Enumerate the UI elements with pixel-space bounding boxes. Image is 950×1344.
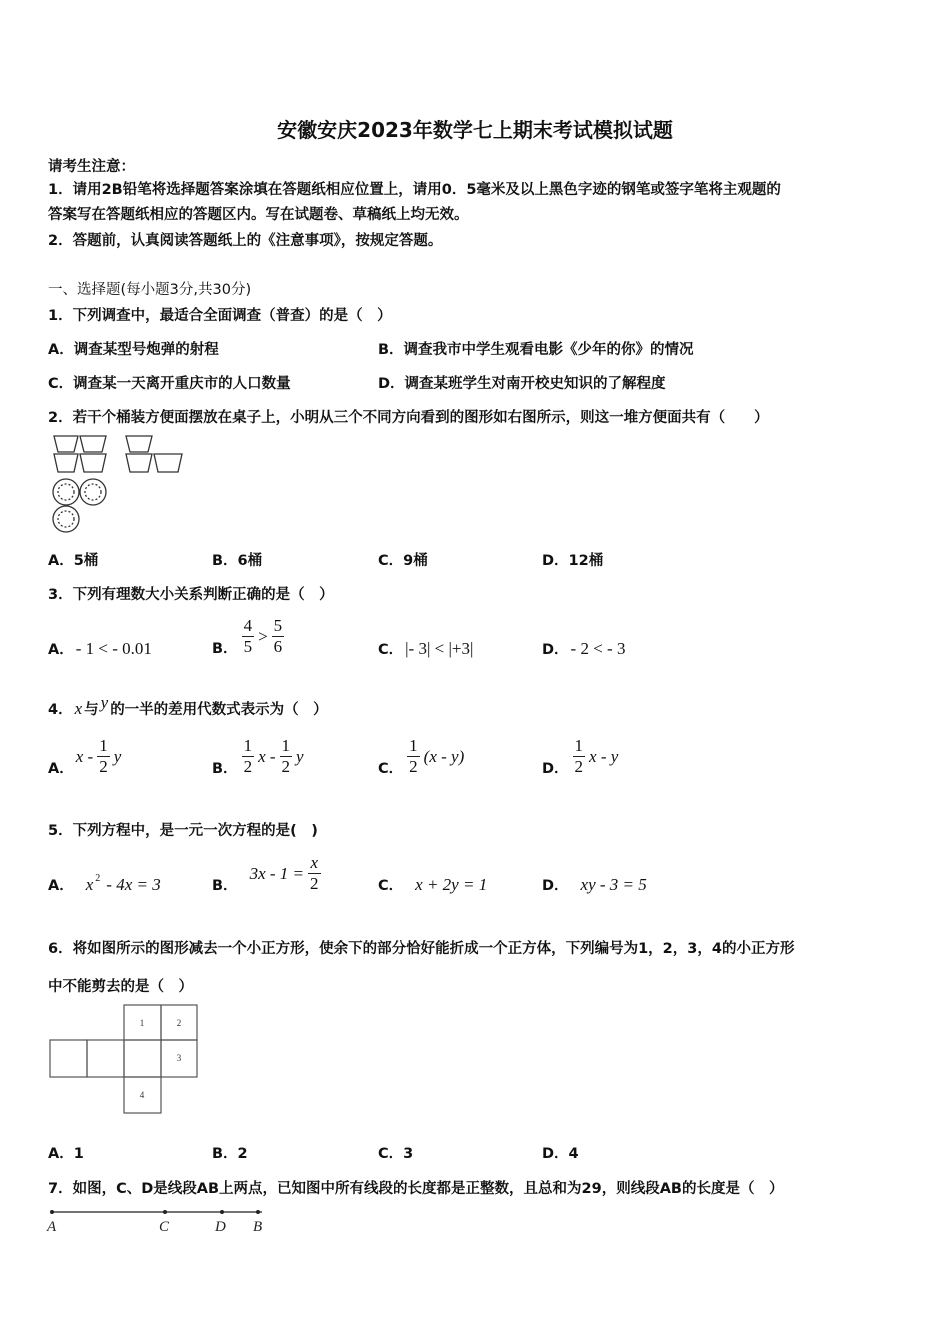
q1-option-d: D．调查某班学生对南开校史知识的了解程度 — [378, 376, 666, 392]
q4-option-d: D． $\frac{1}{2}$ x - y — [542, 736, 619, 777]
q1-option-a: A．调查某型号炮弹的射程 — [48, 342, 219, 358]
q4-option-a: A． x - $\frac{1}{2}$ y — [48, 736, 122, 777]
segment-ab-figure — [44, 1204, 274, 1238]
q3-option-b: B． $\frac{4}{5}$ > $\frac{5}{6}$ — [212, 616, 283, 657]
q5-option-b: B． 3x - 1 = $\frac{x}{2}$ — [212, 853, 319, 894]
point-d-label: D — [215, 1219, 226, 1235]
noodle-three-views-figure — [48, 432, 198, 536]
question-1-stem: 1．下列调查中，最适合全面调查（普查）的是（ ） — [48, 308, 392, 324]
page-title: 安徽安庆2023年数学七上期末考试模拟试题 — [277, 118, 673, 142]
section-heading: 一、选择题(每小题3分,共30分) — [48, 282, 252, 298]
question-4-stem: 4． x 与 y 的一半的差用代数式表示为（ ） — [48, 692, 328, 718]
cube-net-figure — [48, 1004, 202, 1116]
q4-option-c: C． $\frac{1}{2}$ (x - y) — [378, 736, 465, 777]
q3-option-c: C． |- 3| < |+3| — [378, 638, 474, 658]
question-7-stem: 7．如图，C、D是线段AB上两点，已知图中所有线段的长度都是正整数，且总和为29，则线段AB的长度是（ ） — [48, 1181, 784, 1197]
q3-option-a: A． - 1 < - 0.01 — [48, 638, 152, 658]
notice-item: 2．答题前，认真阅读答题纸上的《注意事项》，按规定答题。 — [48, 233, 443, 249]
notice-heading: 请考生注意： — [48, 159, 135, 175]
cell-label-3: 3 — [176, 1053, 182, 1063]
q6-option-b: B．2 — [212, 1146, 248, 1162]
cell-label-2: 2 — [176, 1018, 182, 1028]
notice-item: 1．请用2B铅笔将选择题答案涂填在答题纸相应位置上，请用0．5毫米及以上黑色字迹的钢笔或签字笔将主观题的 — [48, 182, 781, 198]
question-5-stem: 5．下列方程中，是一元一次方程的是( ) — [48, 823, 318, 839]
point-a-label: A — [47, 1219, 57, 1235]
question-2-stem: 2．若干个桶装方便面摆放在桌子上，小明从三个不同方向看到的图形如右图所示，则这一堆方便面共有（ ） — [48, 410, 769, 426]
q4-option-b: B． $\frac{1}{2}$ x - $\frac{1}{2}$ y — [212, 736, 304, 777]
q2-option-b: B．6桶 — [212, 553, 263, 569]
notice-item: 答案写在答题纸相应的答题区内。写在试题卷、草稿纸上均无效。 — [48, 207, 469, 223]
q3-option-d: D． - 2 < - 3 — [542, 638, 626, 658]
question-6-stem: 6．将如图所示的图形减去一个小正方形，使余下的部分恰好能折成一个正方体，下列编号为1，2，3，4的小正方形 — [48, 941, 795, 957]
point-b-label: B — [253, 1219, 263, 1235]
q6-option-d: D．4 — [542, 1146, 579, 1162]
cell-label-1: 1 — [139, 1018, 145, 1028]
q1-option-c: C．调查某一天离开重庆市的人口数量 — [48, 376, 291, 392]
q6-option-c: C．3 — [378, 1146, 414, 1162]
q2-option-d: D．12桶 — [542, 553, 604, 569]
question-6-stem-cont: 中不能剪去的是（ ） — [48, 979, 193, 995]
q2-option-a: A．5桶 — [48, 553, 99, 569]
q5-option-d: D． xy - 3 = 5 — [542, 874, 647, 894]
q2-option-c: C．9桶 — [378, 553, 428, 569]
q5-option-a: A． x $^2$ - 4x = 3 — [48, 873, 161, 894]
q1-option-b: B．调查我市中学生观看电影《少年的你》的情况 — [378, 342, 694, 358]
q5-option-c: C． x + 2y = 1 — [378, 874, 488, 894]
q6-option-a: A．1 — [48, 1146, 84, 1162]
question-3-stem: 3．下列有理数大小关系判断正确的是（ ） — [48, 587, 334, 603]
cell-label-4: 4 — [139, 1090, 145, 1100]
point-c-label: C — [159, 1219, 170, 1235]
